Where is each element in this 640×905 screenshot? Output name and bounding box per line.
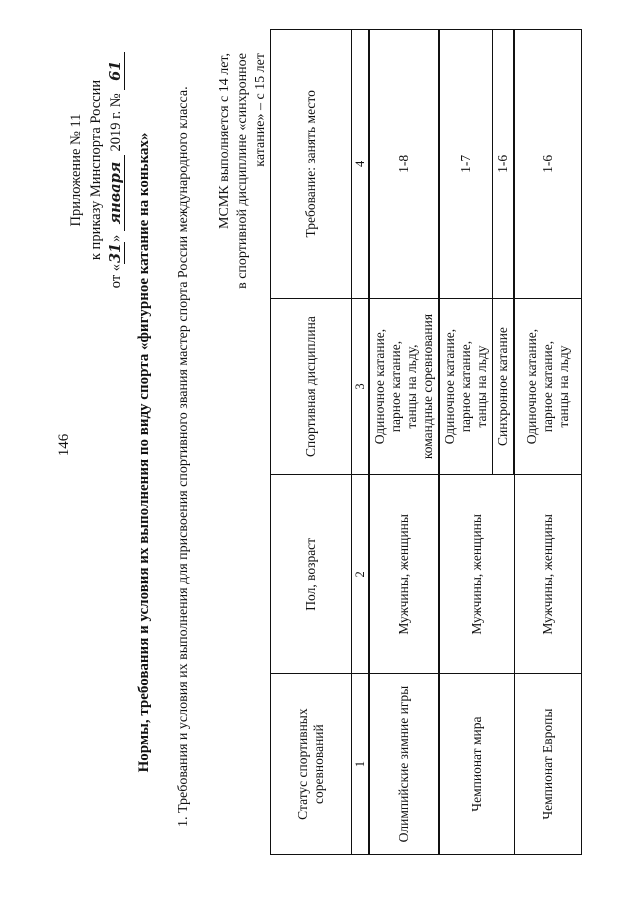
header-status: Статус спортивных соревнований — [271, 674, 352, 855]
place-cell: 1-8 — [369, 30, 439, 299]
discipline-cell: Одиночное катание, парное катание, танцы на льду, командные соревнования — [369, 298, 439, 475]
sex-cell: Мужчины, женщины — [514, 475, 582, 674]
column-number-row — [352, 30, 370, 855]
appendix-order-date — [106, 35, 126, 305]
age-note — [216, 53, 270, 293]
handwritten-month: января — [108, 155, 125, 231]
header-sex-age: Пол, возраст — [271, 475, 352, 674]
table-row — [514, 30, 582, 855]
header-requirement: Требование: занять место — [271, 30, 352, 299]
sex-cell: Мужчины, женщины — [369, 475, 439, 674]
column-number: 3 — [352, 298, 370, 475]
section-intro: 1. Требования и условия их выполнения для присвоения спортивного звания мастер спорта России международного класса. — [176, 86, 191, 827]
place-cell: 1-6 — [514, 30, 582, 299]
table-row — [439, 30, 493, 855]
header-discipline: Спортивная дисциплина — [271, 298, 352, 475]
discipline-cell: Одиночное катание, парное катание, танцы на льду — [439, 298, 493, 475]
appendix-order-reference: к приказу Минспорта России — [88, 79, 104, 261]
handwritten-day: 31 — [107, 242, 124, 264]
column-number: 1 — [352, 674, 370, 855]
sex-cell: Мужчины, женщины — [439, 475, 514, 674]
page-number: 146 — [56, 433, 72, 457]
date-prefix: от « — [108, 263, 124, 289]
status-cell: Чемпионат Европы — [514, 674, 582, 855]
column-number: 2 — [352, 475, 370, 674]
table-row — [369, 30, 439, 855]
date-quote-close: » — [108, 234, 124, 242]
status-cell: Чемпионат мира — [439, 674, 514, 855]
place-cell: 1-6 — [493, 30, 515, 299]
discipline-cell: Синхронное катание — [493, 298, 515, 475]
document-title: Нормы, требования и условия их выполнения по виду спорта «фигурное катание на коньках» — [136, 132, 152, 773]
age-note-line-1: МСМК выполняется с 14 лет, — [217, 53, 232, 229]
discipline-cell: Одиночное катание, парное катание, танцы на льду — [514, 298, 582, 475]
column-number: 4 — [352, 30, 370, 299]
requirements-table — [270, 29, 582, 855]
status-cell: Олимпийские зимние игры — [369, 674, 439, 855]
date-year-label: 2019 г. № — [108, 93, 124, 152]
appendix-header — [66, 35, 126, 305]
table-header-row — [271, 30, 352, 855]
appendix-title: Приложение № 11 — [68, 113, 84, 227]
handwritten-order-number: 61 — [108, 52, 125, 90]
place-cell: 1-7 — [439, 30, 493, 299]
age-note-line-2: в спортивной дисциплине «синхронное катание» – с 15 лет — [235, 53, 268, 289]
